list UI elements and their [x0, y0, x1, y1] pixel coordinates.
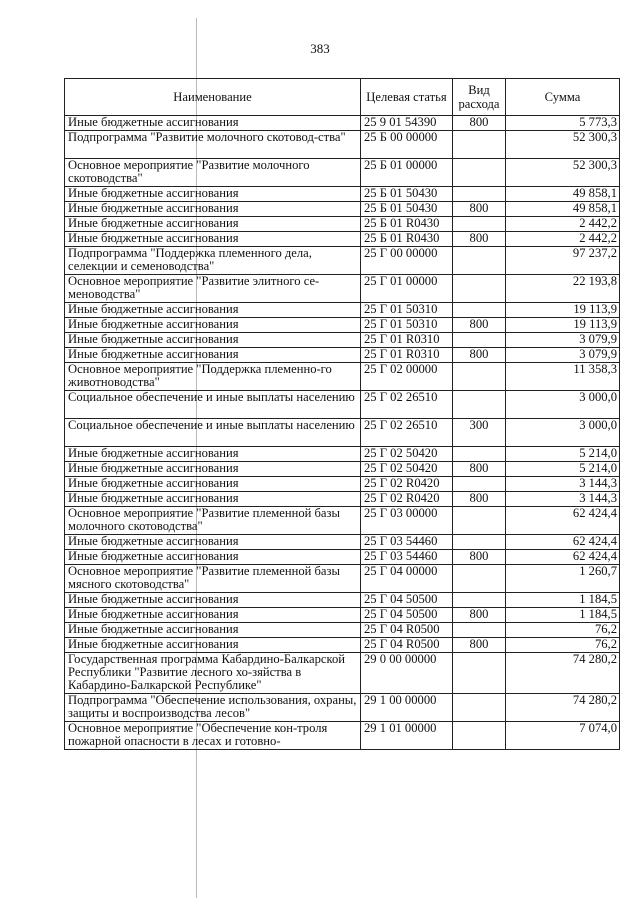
table-row	[65, 217, 620, 232]
table-row	[65, 608, 620, 623]
row-sum: 76,2	[506, 638, 620, 653]
row-type	[453, 722, 506, 750]
row-code: 25 Г 02 R0420	[361, 477, 453, 492]
row-name: Основное мероприятие "Развитие племенной базы молочного скотоводства"	[65, 507, 361, 535]
row-sum: 62 424,4	[506, 535, 620, 550]
table-row	[65, 187, 620, 202]
table-row	[65, 492, 620, 507]
row-type	[453, 477, 506, 492]
table-row	[65, 462, 620, 477]
row-name: Иные бюджетные ассигнования	[65, 593, 361, 608]
row-sum: 1 184,5	[506, 593, 620, 608]
row-sum: 3 079,9	[506, 348, 620, 363]
row-sum: 3 000,0	[506, 391, 620, 419]
row-sum: 19 113,9	[506, 303, 620, 318]
row-sum: 62 424,4	[506, 507, 620, 535]
row-sum: 7 074,0	[506, 722, 620, 750]
table-row	[65, 131, 620, 159]
table-header-row	[65, 79, 620, 116]
row-name: Иные бюджетные ассигнования	[65, 535, 361, 550]
table-row	[65, 694, 620, 722]
row-sum: 74 280,2	[506, 694, 620, 722]
row-code: 25 Г 02 00000	[361, 363, 453, 391]
row-sum: 52 300,3	[506, 131, 620, 159]
row-code: 25 Г 04 50500	[361, 593, 453, 608]
budget-table	[64, 78, 620, 750]
row-sum: 3 144,3	[506, 477, 620, 492]
row-sum: 22 193,8	[506, 275, 620, 303]
row-type: 800	[453, 116, 506, 131]
table-row	[65, 202, 620, 217]
row-name: Иные бюджетные ассигнования	[65, 550, 361, 565]
row-name: Иные бюджетные ассигнования	[65, 217, 361, 232]
table-row	[65, 722, 620, 750]
row-name: Основное мероприятие "Развитие элитного се-меноводства"	[65, 275, 361, 303]
row-code: 25 Г 01 00000	[361, 275, 453, 303]
row-type	[453, 247, 506, 275]
row-name: Социальное обеспечение и иные выплаты населению	[65, 391, 361, 419]
row-sum: 52 300,3	[506, 159, 620, 187]
row-sum: 76,2	[506, 623, 620, 638]
row-code: 25 Г 01 50310	[361, 303, 453, 318]
page-number: 383	[310, 41, 330, 56]
row-type	[453, 653, 506, 694]
table-row	[65, 477, 620, 492]
table-row	[65, 593, 620, 608]
row-name: Иные бюджетные ассигнования	[65, 333, 361, 348]
row-name: Иные бюджетные ассигнования	[65, 623, 361, 638]
row-sum: 2 442,2	[506, 217, 620, 232]
row-code: 25 Б 01 R0430	[361, 217, 453, 232]
row-type	[453, 593, 506, 608]
row-type	[453, 565, 506, 593]
row-name: Основное мероприятие "Поддержка племенно-го животноводства"	[65, 363, 361, 391]
row-code: 29 1 01 00000	[361, 722, 453, 750]
row-code: 25 Г 02 R0420	[361, 492, 453, 507]
row-type	[453, 507, 506, 535]
row-type: 800	[453, 202, 506, 217]
row-type	[453, 447, 506, 462]
row-sum: 2 442,2	[506, 232, 620, 247]
row-code: 25 Г 04 50500	[361, 608, 453, 623]
row-name: Основное мероприятие "Обеспечение кон-троля пожарной опасности в лесах и готовно-	[65, 722, 361, 750]
table-row	[65, 303, 620, 318]
row-name: Иные бюджетные ассигнования	[65, 462, 361, 477]
row-sum: 97 237,2	[506, 247, 620, 275]
row-name: Иные бюджетные ассигнования	[65, 187, 361, 202]
table-row	[65, 419, 620, 447]
row-type: 800	[453, 492, 506, 507]
row-name: Иные бюджетные ассигнования	[65, 492, 361, 507]
table-row	[65, 623, 620, 638]
row-code: 25 Г 04 R0500	[361, 623, 453, 638]
row-code: 25 9 01 54390	[361, 116, 453, 131]
row-name: Государственная программа Кабардино-Балкарской Республики "Развитие лесного хо-зяйства в Кабардино-Балкарской Республике"	[65, 653, 361, 694]
table-row	[65, 653, 620, 694]
table-row	[65, 247, 620, 275]
row-type	[453, 131, 506, 159]
row-type	[453, 187, 506, 202]
row-name: Иные бюджетные ассигнования	[65, 303, 361, 318]
row-sum: 19 113,9	[506, 318, 620, 333]
row-sum: 1 260,7	[506, 565, 620, 593]
row-type: 800	[453, 608, 506, 623]
row-type	[453, 391, 506, 419]
row-code: 25 Б 01 00000	[361, 159, 453, 187]
row-code: 25 Б 01 50430	[361, 202, 453, 217]
row-code: 25 Г 04 00000	[361, 565, 453, 593]
row-sum: 49 858,1	[506, 187, 620, 202]
row-code: 25 Б 00 00000	[361, 131, 453, 159]
row-code: 25 Г 03 54460	[361, 535, 453, 550]
row-sum: 11 358,3	[506, 363, 620, 391]
row-type	[453, 159, 506, 187]
table-row	[65, 391, 620, 419]
row-sum: 5 214,0	[506, 462, 620, 477]
table-row	[65, 333, 620, 348]
row-name: Иные бюджетные ассигнования	[65, 116, 361, 131]
row-name: Иные бюджетные ассигнования	[65, 447, 361, 462]
row-sum: 74 280,2	[506, 653, 620, 694]
table-row	[65, 275, 620, 303]
table-row	[65, 447, 620, 462]
row-type: 800	[453, 462, 506, 477]
table-row	[65, 318, 620, 333]
row-code: 25 Г 03 00000	[361, 507, 453, 535]
row-code: 25 Г 01 R0310	[361, 333, 453, 348]
row-name: Иные бюджетные ассигнования	[65, 608, 361, 623]
row-type	[453, 623, 506, 638]
row-code: 29 0 00 00000	[361, 653, 453, 694]
row-name: Иные бюджетные ассигнования	[65, 348, 361, 363]
row-code: 25 Г 02 50420	[361, 462, 453, 477]
row-code: 25 Г 02 26510	[361, 391, 453, 419]
row-code: 25 Г 02 26510	[361, 419, 453, 447]
row-name: Иные бюджетные ассигнования	[65, 232, 361, 247]
table-row	[65, 159, 620, 187]
row-sum: 3 144,3	[506, 492, 620, 507]
row-type: 300	[453, 419, 506, 447]
table-row	[65, 565, 620, 593]
row-sum: 49 858,1	[506, 202, 620, 217]
row-type	[453, 303, 506, 318]
row-code: 25 Г 03 54460	[361, 550, 453, 565]
row-name: Иные бюджетные ассигнования	[65, 318, 361, 333]
table-row	[65, 550, 620, 565]
header-sum: Сумма	[506, 79, 620, 116]
table-row	[65, 535, 620, 550]
row-name: Подпрограмма "Развитие молочного скотовод-ства"	[65, 131, 361, 159]
table-row	[65, 232, 620, 247]
table-body	[65, 116, 620, 750]
row-type	[453, 694, 506, 722]
row-name: Подпрограмма "Поддержка племенного дела, селекции и семеноводства"	[65, 247, 361, 275]
row-name: Иные бюджетные ассигнования	[65, 202, 361, 217]
row-type: 800	[453, 638, 506, 653]
row-sum: 3 000,0	[506, 419, 620, 447]
row-code: 29 1 00 00000	[361, 694, 453, 722]
row-type	[453, 333, 506, 348]
table-row	[65, 116, 620, 131]
row-code: 25 Г 00 00000	[361, 247, 453, 275]
row-type: 800	[453, 232, 506, 247]
row-name: Иные бюджетные ассигнования	[65, 638, 361, 653]
header-code: Целевая статья	[361, 79, 453, 116]
row-code: 25 Г 02 50420	[361, 447, 453, 462]
row-code: 25 Б 01 50430	[361, 187, 453, 202]
row-type: 800	[453, 318, 506, 333]
table-row	[65, 638, 620, 653]
row-name: Основное мероприятие "Развитие племенной базы мясного скотоводства"	[65, 565, 361, 593]
row-sum: 62 424,4	[506, 550, 620, 565]
row-type	[453, 217, 506, 232]
row-sum: 1 184,5	[506, 608, 620, 623]
row-type	[453, 275, 506, 303]
row-name: Основное мероприятие "Развитие молочного скотоводства"	[65, 159, 361, 187]
row-code: 25 Г 01 50310	[361, 318, 453, 333]
row-type: 800	[453, 550, 506, 565]
row-code: 25 Г 04 R0500	[361, 638, 453, 653]
row-sum: 3 079,9	[506, 333, 620, 348]
table-row	[65, 507, 620, 535]
row-name: Иные бюджетные ассигнования	[65, 477, 361, 492]
row-type: 800	[453, 348, 506, 363]
table-row	[65, 363, 620, 391]
row-sum: 5 214,0	[506, 447, 620, 462]
row-type	[453, 363, 506, 391]
header-name: Наименование	[65, 79, 361, 116]
row-name: Подпрограмма "Обеспечение использования, охраны, защиты и воспроизводства лесов"	[65, 694, 361, 722]
header-type: Вид расхода	[453, 79, 506, 116]
row-type	[453, 535, 506, 550]
row-code: 25 Б 01 R0430	[361, 232, 453, 247]
row-name: Социальное обеспечение и иные выплаты населению	[65, 419, 361, 447]
row-sum: 5 773,3	[506, 116, 620, 131]
table-row	[65, 348, 620, 363]
row-code: 25 Г 01 R0310	[361, 348, 453, 363]
